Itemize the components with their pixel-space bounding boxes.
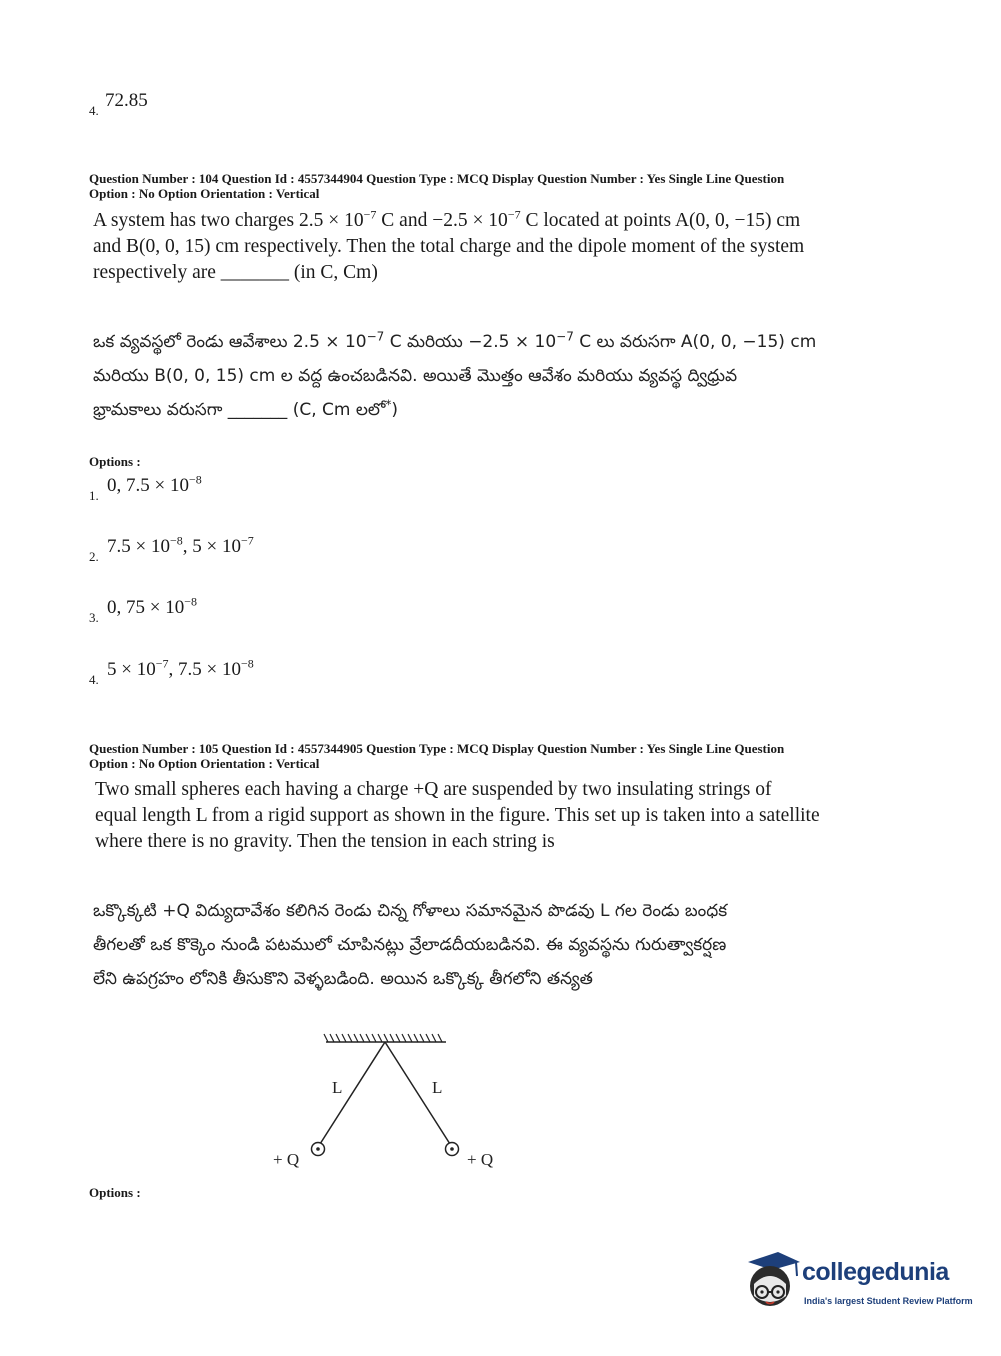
option-number: 3.	[89, 610, 99, 625]
q105-te-line2: తీగలతో ఒక కొక్కెం నుండి పటములో చూపినట్లు వ్రేలాడదీయబడినవి. ఈ వ్యవస్థను గురుత్వాకర్షణ	[93, 935, 727, 955]
q105-meta	[89, 741, 889, 771]
charge-left: + Q	[273, 1150, 300, 1169]
q104-option-3[interactable]	[89, 594, 389, 628]
q104-options-label: Options :	[89, 454, 141, 469]
option-number: 2.	[89, 549, 99, 564]
q105-en-line3: where there is no gravity. Then the tension in each string is	[95, 831, 555, 852]
mascot-icon	[740, 1248, 802, 1314]
option-value: 72.85	[105, 90, 148, 111]
rigid-support	[324, 1034, 446, 1042]
q104-meta-line1: Question Number : 104 Question Id : 4557344904 Question Type : MCQ Display Question Number : Yes Single Line Question	[89, 171, 785, 186]
sphere-right	[446, 1143, 459, 1156]
q104-en-line1: A system has two charges $2.5 \times 10^{-7}$ C and $-2.5 \times 10^{-7}$ C located at points A(0, 0, −15) cm	[93, 207, 801, 231]
q105-options-label: Options :	[89, 1185, 141, 1200]
q104-en-line2: and B(0, 0, 15) cm respectively. Then the total charge and the dipole moment of the system	[93, 236, 805, 257]
q105-meta-line2: Option : No Option Orientation : Vertical	[89, 756, 320, 771]
label-right-string: L	[432, 1078, 443, 1097]
string-left	[320, 1042, 385, 1144]
q105-te-line3: లేని ఉపగ్రహం లోనికి తీసుకొని వెళ్ళబడింది. అయిన ఒక్కొక్క తీగలోని తన్యత	[93, 969, 593, 989]
label-left-string: L	[332, 1078, 343, 1097]
option-number: 1.	[89, 488, 99, 503]
q105-telugu-text	[93, 894, 873, 996]
q105-te-line1: ఒక్కొక్కటి +Q విద్యుదావేశం కలిగిన రెండు చిన్న గోళాలు సమానమైన పొడవు L గల రెండు బంధక	[93, 901, 728, 921]
q104-telugu-text	[93, 325, 873, 427]
q104-te-line2: మరియు B(0, 0, 15) cm ల వద్ద ఉంచబడినవి. అయితే మొత్తం ఆవేశం మరియు వ్యవస్థ ద్విధ్రువ	[93, 366, 738, 386]
q105-meta-line1: Question Number : 105 Question Id : 4557344905 Question Type : MCQ Display Question Number : Yes Single Line Question	[89, 741, 785, 756]
q105-figure	[260, 1025, 520, 1175]
logo-tagline: India's largest Student Review Platform	[804, 1296, 973, 1306]
collegedunia-logo	[740, 1248, 980, 1318]
option-number: 4.	[89, 103, 99, 118]
q104-option-1[interactable]	[89, 472, 389, 506]
q105-en-line2: equal length L from a rigid support as shown in the figure. This set up is taken into a satellite	[95, 805, 820, 826]
q104-option-2[interactable]	[89, 533, 389, 567]
logo-wordmark: collegedunia	[802, 1258, 949, 1286]
q104-te-line1: ఒక వ్యవస్థలో రెండు ఆవేశాలు $2.5 \times 10^{-7}$ C మరియు $-2.5 \times 10^{-7}$ C లు వరుసగా A(0, 0, −15) cm	[93, 329, 817, 352]
q104-option-4[interactable]	[89, 656, 389, 690]
option-value: 0, $75 \times 10^{-8}$	[107, 594, 197, 618]
q104-en-line3: respectively are _______ (in C, Cm)	[93, 262, 378, 283]
q105-en-line1: Two small spheres each having a charge +Q are suspended by two insulating strings of	[95, 779, 772, 800]
option-number: 4.	[89, 672, 99, 687]
q104-meta	[89, 171, 889, 201]
q104-te-line3: భ్రామకాలు వరుసగా _______ (C, Cm లలో*)	[93, 397, 399, 420]
q104-english-text	[93, 208, 873, 286]
option-value: $7.5 \times 10^{-8}$, $5 \times 10^{-7}$	[107, 533, 254, 557]
sphere-left	[312, 1143, 325, 1156]
q105-english-text	[95, 777, 875, 855]
q104-meta-line2: Option : No Option Orientation : Vertical	[89, 186, 320, 201]
option-value: 0, $7.5 \times 10^{-8}$	[107, 472, 202, 496]
charge-right: + Q	[467, 1150, 494, 1169]
option-value: $5 \times 10^{-7}$, $7.5 \times 10^{-8}$	[107, 656, 254, 680]
